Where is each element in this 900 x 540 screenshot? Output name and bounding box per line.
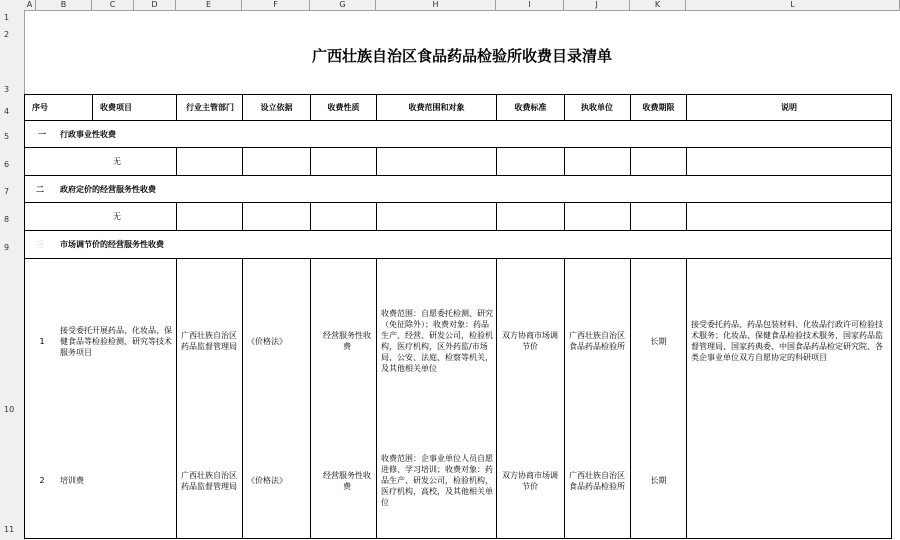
grid-line [24,202,892,203]
grid-line [630,202,631,230]
row-header-4[interactable]: 4 [4,107,10,116]
item-note [687,423,887,538]
grid-line [310,258,311,538]
item-basis: 《价格法》 [247,476,287,485]
empty-marker: 无 [113,212,121,221]
empty-marker: 无 [113,157,121,166]
section-title: 市场调节价的经营服务性收费 [60,240,164,249]
row-header-bar [0,10,25,540]
item-standard: 双方协商市场调节价 [502,331,558,351]
grid-line [310,147,311,175]
spreadsheet-grid [24,10,900,540]
grid-line [24,94,25,539]
row-header-1[interactable]: 1 [4,13,10,22]
section-title: 行政事业性收费 [60,129,116,139]
item-standard: 双方协商市场调节价 [502,470,558,491]
grid-line [24,538,892,539]
section-number: 三 [36,240,44,249]
column-header-f[interactable]: F [242,0,310,10]
column-header-h[interactable]: H [376,0,496,10]
row-header-5[interactable]: 5 [4,132,10,141]
column-header-j[interactable]: J [564,0,630,10]
grid-line [891,94,892,539]
row-header-10[interactable]: 10 [4,405,15,414]
header-dept: 行业主管部门 [186,103,234,112]
section-title: 政府定价的经营服务性收费 [60,184,156,194]
column-header-a[interactable]: A [24,0,36,10]
header-term: 收费期限 [642,103,675,112]
grid-line [24,147,892,148]
header-seq: 序号 [32,103,48,112]
column-header-i[interactable]: I [496,0,564,10]
row-header-7[interactable]: 7 [4,187,10,196]
header-item: 收费项目 [100,103,132,112]
grid-line [630,147,631,175]
grid-line [496,202,497,230]
item-name: 培训费 [60,476,84,485]
grid-line [686,202,687,230]
grid-line [564,147,565,175]
column-header-b[interactable]: B [36,0,92,10]
item-note: 接受委托药品、药品包装材料、化妆品行政许可检验技术服务；化妆品、保健食品检验技术服务，国家药品监督管理局、国家药典委、中国食品药品检定研究院、各类企事业单位双方自愿协定的科研项目 [691,320,883,362]
item-unit: 广西壮族自治区食品药品检验所 [569,470,625,491]
item-seq: 1 [39,336,45,346]
row-header-3[interactable]: 3 [4,85,10,94]
grid-line [376,202,377,230]
grid-line [564,94,565,120]
item-nature: 经营服务性收费 [323,470,371,491]
header-unit: 执收单位 [581,103,613,112]
column-header-g[interactable]: G [310,0,376,10]
header-note: 说明 [781,103,797,112]
item-term: 长期 [650,476,667,485]
row-header-9[interactable]: 9 [4,243,10,252]
grid-line [686,147,687,175]
column-header-e[interactable]: E [176,0,242,10]
grid-line [242,202,243,230]
column-header-d[interactable]: D [134,0,176,10]
grid-line [496,258,497,538]
column-header-l[interactable]: L [686,0,900,10]
grid-line [176,94,177,120]
row-header-2[interactable]: 2 [4,30,10,39]
grid-line [496,147,497,175]
header-standard: 收费标准 [514,103,547,112]
header-scope: 收费范围和对象 [408,103,465,112]
row-header-11[interactable]: 11 [4,525,15,534]
grid-line [564,202,565,230]
header-nature: 收费性质 [327,103,360,112]
row-header-8[interactable]: 8 [4,215,10,224]
item-term: 长期 [650,336,667,346]
item-name: 接受委托开展药品、化妆品、保健食品等检验检测、研究等技术服务项目 [60,325,172,357]
grid-line [242,147,243,175]
item-scope: 收费范围：自愿委托检测、研究（免征除外）；收费对象：药品生产、经营、研发公司，检验机构，医疗机构，区外药监/市场局，公安、法庭、检察等机关，及其他相关单位 [381,309,493,373]
item-unit: 广西壮族自治区食品药品检验所 [569,331,625,351]
grid-line [310,202,311,230]
header-basis: 设立依据 [260,103,293,112]
item-scope: 收费范围：企事业单位人员自愿进修、学习培训；收费对象：药品生产、研发公司，检验机构，医疗机构，高校，及其他相关单位 [381,454,493,507]
item-nature: 经营服务性收费 [323,331,371,351]
column-header-k[interactable]: K [630,0,686,10]
item-dept: 广西壮族自治区药品监督管理局 [181,331,237,351]
section-number: 二 [36,184,44,194]
page-title: 广西壮族自治区食品药品检验所收费目录清单 [311,46,612,65]
item-basis: 《价格法》 [247,336,287,346]
row-header-6[interactable]: 6 [4,160,10,169]
grid-line [376,147,377,175]
item-seq: 2 [39,476,45,485]
grid-line [176,202,177,230]
section-number: 一 [38,129,46,139]
column-header-c[interactable]: C [92,0,134,10]
item-dept: 广西壮族自治区药品监督管理局 [181,470,237,491]
grid-line [176,147,177,175]
